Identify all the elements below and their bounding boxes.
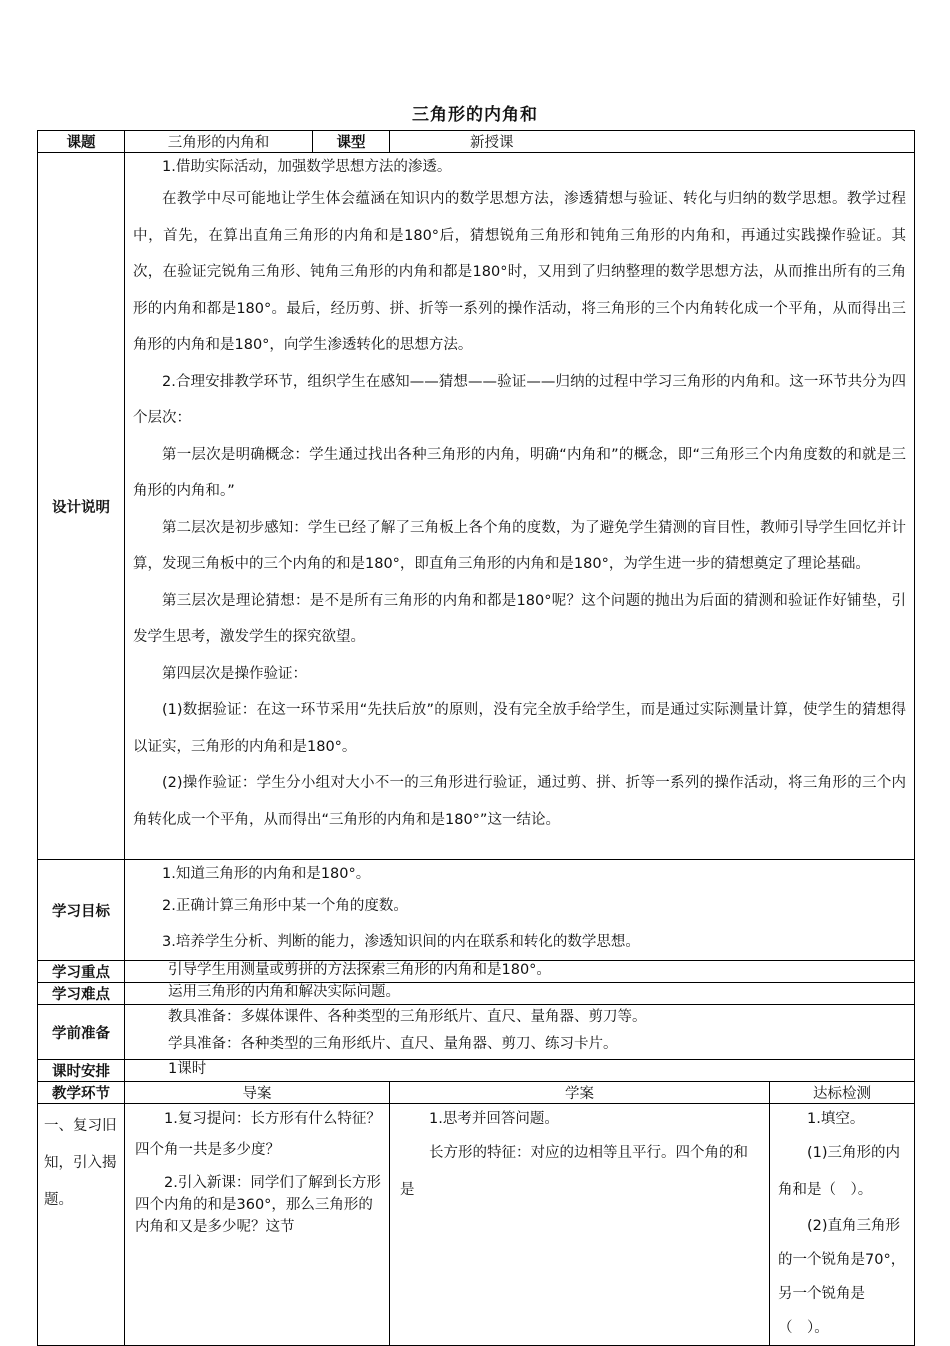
focus-value: 引导学生用测量或剪拼的方法探索三角形的内角和是180°。 — [125, 961, 915, 983]
steps-label: 教学环节 — [38, 1082, 125, 1104]
design-para-1: 1.借助实际活动，加强数学思想方法的渗透。 — [162, 159, 452, 175]
prep-teacher: 教具准备：多媒体课件、各种类型的三角形纸片、直尺、量角器、剪刀等。 — [168, 1009, 647, 1025]
topic-value: 三角形的内角和 — [125, 131, 313, 153]
step1-check — [770, 1104, 915, 1346]
step1-study-2: 长方形的特征：对应的边相等且平行。四个角的和是 — [400, 1145, 748, 1198]
lesson-plan-table — [37, 130, 915, 1346]
design-para-2: 在教学中尽可能地让学生体会蕴涵在知识内的数学思想方法，渗透猜想与验证、转化与归纳的数学思想。教学过程中，首先，在算出直角三角形的内角和是180°后，猜想锐角三角形和钝角三角形的内角和，再通过实践操作验证。其次，在验证完锐角三角形、钝角三角形的内角和都是180°时，又用到了归纳整理的数学思想方法，从而推出所有的三角形的内角和都是180°。最后，经历剪、拼、折等一系列的操作活动，将三角形的三个内角转化成一个平角，从而得出三角形的内角和是180°，向学生渗透转化的思想方法。 — [133, 191, 906, 353]
goal-item-1: 1.知道三角形的内角和是180°。 — [162, 866, 371, 882]
step1-guide-2: 2.引入新课：同学们了解到长方形四个内角的和是360°，那么三角形的内角和又是多少呢？这节 — [135, 1175, 381, 1235]
design-para-9: (2)操作验证：学生分小组对大小不一的三角形进行验证，通过剪、拼、折等一系列的操作活动，将三角形的三个内角转化成一个平角，从而得出“三角形的内角和是180°”这一结论。 — [133, 775, 906, 828]
design-para-3: 2.合理安排教学环节，组织学生在感知——猜想——验证——归纳的过程中学习三角形的内角和。这一环节共分为四个层次： — [133, 373, 906, 426]
difficulty-value: 运用三角形的内角和解决实际问题。 — [125, 983, 915, 1005]
prep-label: 学前准备 — [38, 1005, 125, 1060]
focus-label: 学习重点 — [38, 961, 125, 983]
row-difficulty — [38, 983, 915, 1005]
step1-study — [390, 1104, 770, 1346]
design-para-8: (1)数据验证：在这一环节采用“先扶后放”的原则，没有完全放手给学生，而是通过实际测量计算，使学生的猜想得以证实，三角形的内角和是180°。 — [133, 702, 906, 755]
step1-check-3: (2)直角三角形的一个锐角是70°，另一个锐角是（ ）。 — [778, 1218, 906, 1336]
design-label: 设计说明 — [38, 153, 125, 860]
document-title: 三角形的内角和 — [412, 105, 538, 125]
hours-value: 1课时 — [125, 1060, 915, 1082]
row-goals — [38, 860, 915, 961]
step1-guide-1: 1.复习提问：长方形有什么特征？四个角一共是多少度？ — [135, 1111, 381, 1158]
goals-label: 学习目标 — [38, 860, 125, 961]
difficulty-label: 学习难点 — [38, 983, 125, 1005]
step1-guide — [125, 1104, 390, 1346]
design-para-5: 第二层次是初步感知：学生已经了解了三角板上各个角的度数，为了避免学生猜测的盲目性，教师引导学生回忆并计算，发现三角板中的三个内角的和是180°，即直角三角形的内角和是180°，为学生进一步的猜想奠定了理论基础。 — [133, 519, 906, 572]
col-study-header: 学案 — [390, 1082, 770, 1104]
step1-name: 一、复习旧知，引入揭题。 — [38, 1104, 125, 1346]
design-content — [125, 153, 915, 860]
step1-study-1: 1.思考并回答问题。 — [429, 1111, 559, 1127]
row-step1 — [38, 1104, 915, 1346]
col-check-header: 达标检测 — [770, 1082, 915, 1104]
row-hours — [38, 1060, 915, 1082]
type-label: 课型 — [313, 131, 390, 153]
row-design — [38, 153, 915, 860]
step1-check-1: 1.填空。 — [807, 1111, 865, 1127]
hours-label: 课时安排 — [38, 1060, 125, 1082]
design-para-4: 第一层次是明确概念：学生通过找出各种三角形的内角，明确“内角和”的概念，即“三角形三个内角度数的和就是三角形的内角和。” — [133, 446, 906, 499]
row-focus — [38, 961, 915, 983]
design-para-6: 第三层次是理论猜想：是不是所有三角形的内角和都是180°呢？这个问题的抛出为后面的猜测和验证作好铺垫，引发学生思考，激发学生的探究欲望。 — [133, 592, 906, 645]
prep-content — [125, 1005, 915, 1060]
row-prep — [38, 1005, 915, 1060]
goals-content — [125, 860, 915, 961]
design-para-7: 第四层次是操作验证： — [162, 665, 307, 682]
goal-item-3: 3.培养学生分析、判断的能力，渗透知识间的内在联系和转化的数学思想。 — [162, 934, 640, 950]
col-guide-header: 导案 — [125, 1082, 390, 1104]
prep-student: 学具准备：各种类型的三角形纸片、直尺、量角器、剪刀、练习卡片。 — [168, 1036, 618, 1052]
row-topic — [38, 131, 915, 153]
step1-check-2: (1)三角形的内角和是（ ）。 — [778, 1145, 901, 1198]
topic-label: 课题 — [38, 131, 125, 153]
goal-item-2: 2.正确计算三角形中某一个角的度数。 — [162, 898, 408, 914]
type-value: 新授课 — [390, 131, 915, 153]
row-steps-header — [38, 1082, 915, 1104]
